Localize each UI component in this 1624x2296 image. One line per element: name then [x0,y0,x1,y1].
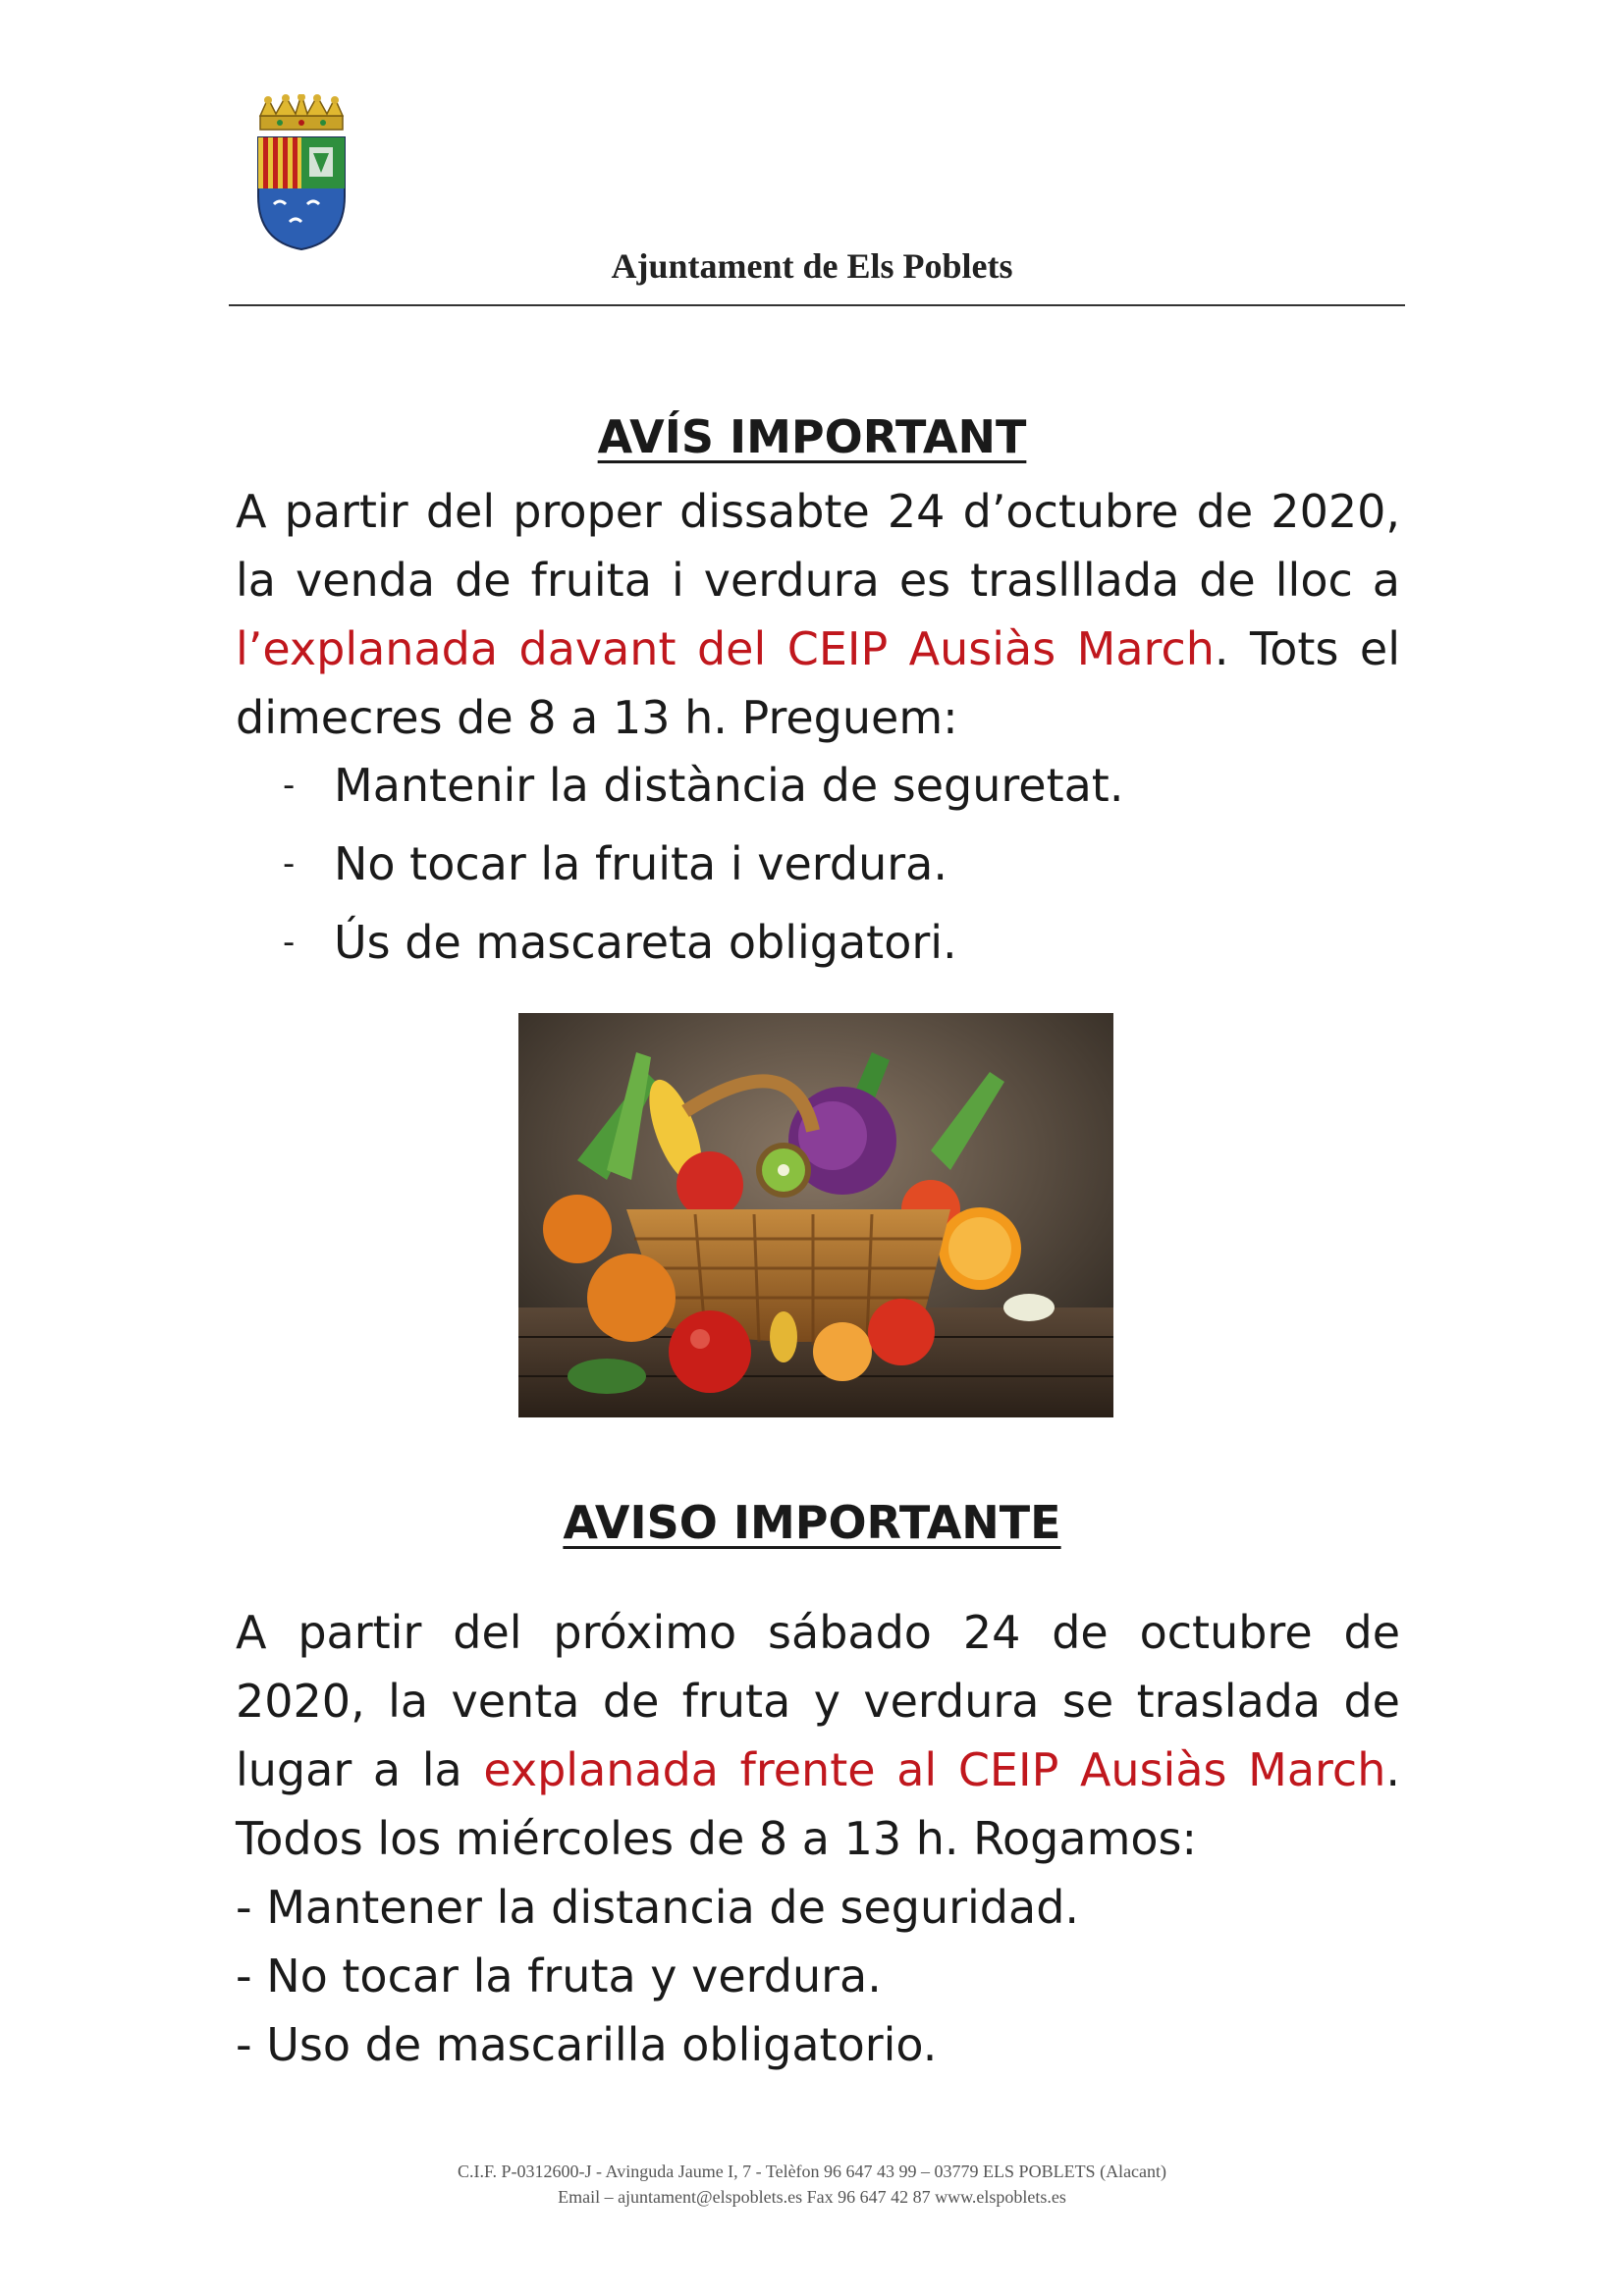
list-item [283,903,1123,982]
footer-address: C.I.F. P-0312600-J - Avinguda Jaume I, 7 - Telèfon 96 647 43 99 – 03779 ELS POBLETS (Alacant) [457,2162,1167,2181]
spanish-title: AVISO IMPORTANTE [563,1496,1061,1549]
dash-icon: - [283,844,296,883]
catalan-bullet-list [283,746,1123,982]
dash-icon: - [283,923,296,962]
spanish-location-highlight: explanada frente al CEIP Ausiàs March [483,1743,1386,1796]
spanish-bullet-2: - No tocar la fruta y verdura. [236,1949,882,2002]
spanish-bullet-1: - Mantener la distancia de seguridad. [236,1881,1080,1934]
catalan-bullet-3: Ús de mascareta obligatori. [334,916,957,969]
header-divider [229,304,1405,306]
spanish-bullet-list [236,1873,1079,2079]
footer-contact: Email – ajuntament@elspoblets.es Fax 96 647 42 87 www.elspoblets.es [558,2187,1066,2207]
catalan-bullet-2: No tocar la fruita i verdura. [334,837,947,890]
catalan-bullet-1: Mantenir la distància de seguretat. [334,759,1124,812]
catalan-title: AVÍS IMPORTANT [597,410,1027,463]
catalan-para-text-2: . Tots el dimecres de 8 a 13 h. Preguem: [236,622,1400,744]
catalan-para-text-1: A partir del proper dissabte 24 d’octubre de 2020, la venda de fruita i verdura es traslllada de lloc a [236,485,1400,607]
spanish-para-text-2: . Todos los miércoles de 8 a 13 h. Rogamos: [236,1743,1400,1865]
list-item [283,746,1123,825]
spanish-para-text-1: A partir del próximo sábado 24 de octubre de 2020, la venta de fruta y verdura se traslada de lugar a la [236,1606,1400,1796]
catalan-paragraph [236,477,1400,752]
fruit-basket-photo [518,1013,1113,1417]
spanish-bullet-3: - Uso de mascarilla obligatorio. [236,2018,938,2071]
coat-of-arms-icon [250,94,352,251]
catalan-location-highlight: l’explanada davant del CEIP Ausiàs March [236,622,1215,675]
org-name: Ajuntament de Els Poblets [611,246,1013,286]
spanish-paragraph [236,1598,1400,1873]
dash-icon: - [283,766,296,805]
list-item [283,825,1123,903]
